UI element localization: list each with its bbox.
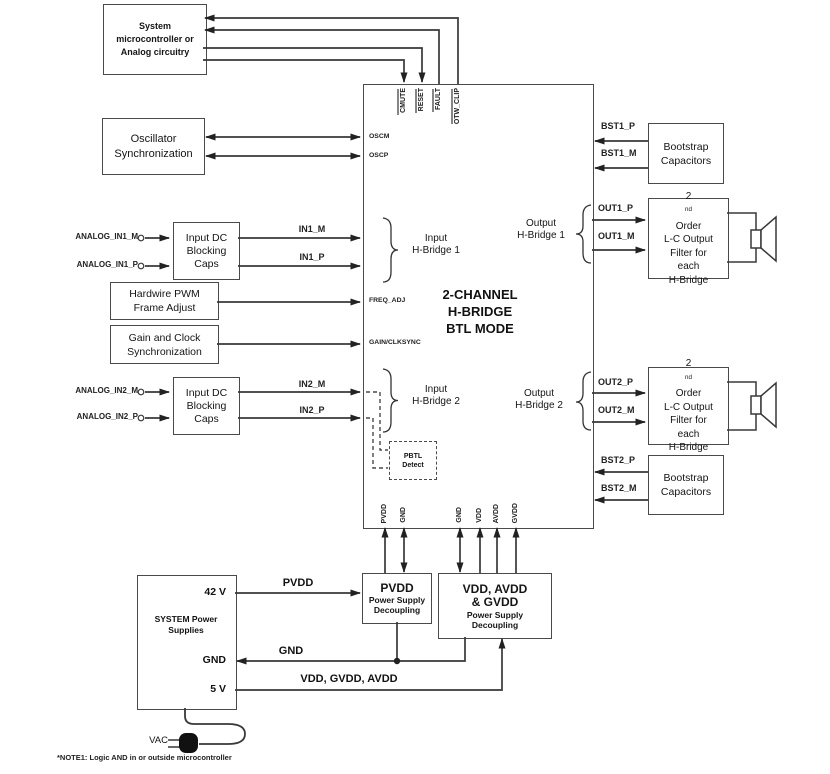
- system-power-title: [140, 614, 232, 636]
- pin-vdd: VDD: [476, 508, 483, 523]
- plug-body: [179, 733, 198, 753]
- filter-sup: nd: [685, 373, 692, 381]
- wire-vdd-rail-label: VDD, GVDD, AVDD: [300, 673, 398, 685]
- filter-line: each: [677, 261, 700, 273]
- footnote: *NOTE1: Logic AND in or outside microcontroller: [57, 753, 232, 762]
- out1-p-label: OUT1_P: [598, 203, 634, 213]
- vdd-decoupling-line: Decoupling: [471, 619, 519, 630]
- pvdd-decoupling-line: Decoupling: [373, 605, 421, 616]
- rail-42v-label: 42 V: [204, 586, 226, 598]
- pin-gain-clksync: GAIN/CLKSYNC: [369, 339, 421, 346]
- dc-caps-line: Blocking: [186, 244, 227, 257]
- section-line: H-Bridge 1: [517, 230, 565, 241]
- lc-filter-1-box: [648, 190, 729, 286]
- control-wires: [203, 18, 458, 84]
- filter-line-ordinal: [676, 357, 702, 401]
- speaker-1-icon: [727, 213, 776, 262]
- microcontroller-box: [103, 4, 207, 75]
- in1-m-label: IN1_M: [298, 224, 326, 234]
- vdd-decoupling-title: & GVDD: [471, 595, 519, 609]
- out1-m-label: OUT1_M: [598, 231, 635, 241]
- pin-pvdd: PVDD: [381, 503, 388, 523]
- vac-label: VAC: [149, 735, 168, 746]
- wire-pvdd-label: PVDD: [282, 577, 314, 589]
- dc-caps-line: Input DC: [185, 386, 228, 399]
- filter-sup: nd: [685, 206, 692, 214]
- rail-5v-label: 5 V: [210, 683, 226, 695]
- pin-oscm: OSCM: [369, 133, 390, 140]
- vdd-decoupling-line: Power Supply: [466, 609, 524, 620]
- output-side-wires: [592, 141, 648, 500]
- section-output-hbridge-1: [504, 218, 578, 242]
- system-power-line: Supplies: [168, 625, 204, 635]
- vdd-decoupling-box: [438, 573, 552, 639]
- pbtl-line: PBTL: [403, 452, 423, 460]
- gain-clock-line: Gain and Clock: [128, 331, 201, 344]
- pbtl-line: Detect: [402, 461, 424, 469]
- filter-line: L-C Output: [664, 234, 713, 246]
- microcontroller-line: Analog circuitry: [120, 47, 190, 57]
- filter-rest: Order: [675, 220, 702, 232]
- bootstrap-caps-2-box: [648, 455, 724, 515]
- section-line: Output: [523, 388, 555, 399]
- filter-num: 2: [685, 358, 692, 370]
- in1-p-label: IN1_P: [299, 252, 325, 262]
- analog-in1-p-label: ANALOG_IN1_P: [76, 260, 138, 269]
- power-cord: [185, 708, 245, 744]
- rail-gnd-label: GND: [202, 654, 226, 666]
- dc-caps-line: Blocking: [186, 399, 227, 412]
- wire-gnd-label: GND: [278, 645, 304, 657]
- gain-clock-line: Synchronization: [127, 345, 202, 358]
- pin-gnd-1: GND: [400, 507, 407, 523]
- filter-rest: Order: [675, 388, 702, 400]
- pwm-line: Hardwire PWM: [129, 288, 200, 300]
- bootstrap-line: Bootstrap: [663, 472, 709, 484]
- pin-fault: FAULT: [435, 88, 442, 111]
- oscillator-line: Synchronization: [114, 147, 193, 160]
- out2-m-label: OUT2_M: [598, 405, 635, 415]
- dc-caps-line: Caps: [194, 412, 219, 425]
- pbtl-detect-box: [389, 441, 437, 480]
- pvdd-decoupling-line: Power Supply: [368, 595, 426, 606]
- in2-p-label: IN2_P: [299, 405, 325, 415]
- filter-line: Filter for: [670, 415, 707, 427]
- hardwire-pwm-box: [110, 282, 219, 320]
- section-line: H-Bridge 2: [515, 400, 563, 411]
- filter-num: 2: [685, 190, 692, 202]
- section-input-hbridge-1: [398, 233, 474, 257]
- junction-dot: [394, 658, 400, 664]
- plug-prongs: [168, 740, 180, 747]
- filter-line: Filter for: [670, 247, 707, 259]
- bst1-m-label: BST1_M: [601, 148, 637, 158]
- analog-in2-m-label: ANALOG_IN2_M: [75, 386, 138, 395]
- pwm-line: Frame Adjust: [133, 302, 196, 314]
- microcontroller-line: microcontroller or: [116, 34, 194, 44]
- input-dc-blocking-caps-2-box: [173, 377, 240, 435]
- analog-in2-p-label: ANALOG_IN2_P: [76, 412, 138, 421]
- pin-gvdd: GVDD: [512, 502, 519, 523]
- pvdd-decoupling-box: [362, 573, 432, 624]
- section-line: Input: [424, 384, 448, 395]
- section-output-hbridge-2: [502, 388, 576, 412]
- bst1-p-label: BST1_P: [601, 121, 636, 131]
- pin-freq-adj: FREQ_ADJ: [369, 297, 406, 304]
- oscillator-wires: [206, 137, 360, 156]
- oscillator-line: Oscillator: [130, 132, 177, 145]
- out2-p-label: OUT2_P: [598, 377, 634, 387]
- chip-title-line: BTL MODE: [446, 321, 514, 336]
- bst2-p-label: BST2_P: [601, 455, 636, 465]
- filter-line: H-Bridge: [668, 274, 709, 286]
- filter-line: H-Bridge: [668, 442, 709, 454]
- filter-line: each: [677, 428, 700, 440]
- section-line: H-Bridge 2: [412, 396, 460, 407]
- pin-gnd-2: GND: [456, 507, 463, 523]
- filter-line: L-C Output: [664, 401, 713, 413]
- bootstrap-line: Capacitors: [660, 154, 712, 167]
- bootstrap-line: Capacitors: [660, 486, 712, 498]
- section-input-hbridge-2: [398, 384, 474, 408]
- dc-caps-line: Caps: [194, 257, 219, 270]
- speaker-2-icon: [727, 382, 776, 430]
- pin-otw-clip: OTW_CLIP: [454, 88, 461, 125]
- chip-title-line: 2-CHANNEL: [442, 287, 518, 302]
- oscillator-sync-box: [102, 118, 205, 175]
- analog-in1-m-label: ANALOG_IN1_M: [75, 232, 138, 241]
- section-line: Input: [424, 233, 448, 244]
- pvdd-decoupling-title: PVDD: [380, 580, 414, 595]
- bootstrap-caps-1-box: [648, 123, 724, 184]
- microcontroller-line: System: [138, 21, 172, 31]
- pin-oscp: OSCP: [369, 152, 389, 159]
- dc-caps-line: Input DC: [185, 231, 228, 244]
- pin-avdd: AVDD: [493, 503, 500, 523]
- pin-cmute: CMUTE: [400, 88, 407, 113]
- system-power-line: SYSTEM Power: [154, 614, 218, 624]
- input-dc-blocking-caps-1-box: [173, 222, 240, 280]
- lc-filter-2-box: [648, 358, 729, 454]
- section-line: H-Bridge 1: [412, 245, 460, 256]
- bst2-m-label: BST2_M: [601, 483, 637, 493]
- chip-title: [424, 286, 536, 337]
- plug-icon: [168, 708, 245, 753]
- vdd-decoupling-title: VDD, AVDD: [462, 581, 528, 596]
- filter-line-ordinal: [676, 190, 702, 234]
- in2-m-label: IN2_M: [298, 379, 326, 389]
- pin-reset: RESET: [418, 88, 425, 112]
- bootstrap-line: Bootstrap: [663, 140, 709, 153]
- section-line: Output: [525, 218, 557, 229]
- gain-clock-sync-box: [110, 325, 219, 364]
- chip-title-line: H-BRIDGE: [447, 304, 513, 319]
